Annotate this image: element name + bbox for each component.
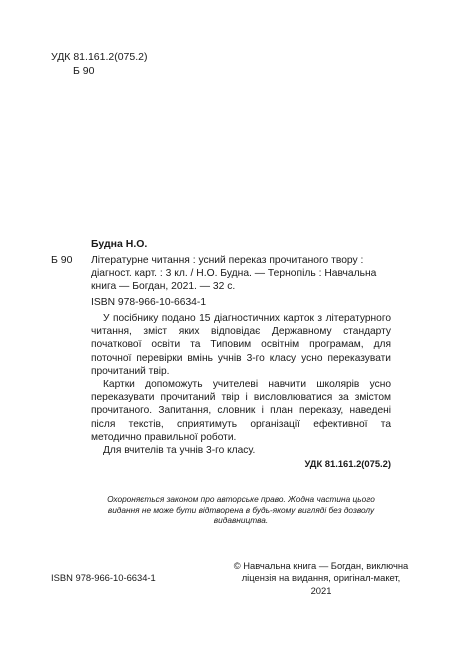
- udk-header: [51, 50, 147, 78]
- copyright-note: Охороняється законом про авторське право. Жодна частина цього видання не може бути відтворена в будь-якому вигляді без дозволу видавництва.: [107, 494, 375, 526]
- abstract-paragraph-3: Для вчителів та учнів 3-го класу.: [103, 445, 256, 457]
- catalog-author: Будна Н.О.: [91, 238, 148, 250]
- catalog-isbn: ISBN 978-966-10-6634-1: [91, 297, 207, 308]
- abstract: [91, 312, 391, 471]
- udk-code: УДК 81.161.2(075.2): [51, 51, 148, 63]
- catalog-code: Б 90: [51, 254, 73, 266]
- bbk-code: Б 90: [73, 65, 95, 77]
- footer-isbn: ISBN 978-966-10-6634-1: [51, 572, 156, 583]
- catalog-description: Літературне читання : усний переказ прочитаного твору : діагност. карт. : 3 кл. / Н.О. Будна. — Тернопіль : Навчальна книга — Богдан, 2021. — 32 с.: [91, 255, 377, 293]
- abstract-paragraph-2: Картки допоможуть учителеві навчити школярів усно переказувати прочитаний твір і висловлюватися за змістом прочитаного. Запитання, словник і план переказу, наведені після текстів, сприятимуть організації ефективної та методично правильної роботи.: [91, 379, 391, 443]
- abstract-paragraph-1: У посібнику подано 15 діагностичних карток з літературного читання, зміст яких відповідає Державному стандарту початкової освіти та Типовим освітнім програмам, для поточної перевірки вмінь учнів 3-го класу усно переказувати прочитаний твір.: [91, 313, 391, 377]
- footer-copyright: © Навчальна книга — Богдан, виключна ліцензія на видання, оригінал-макет, 2021: [233, 560, 409, 596]
- abstract-udk: УДК 81.161.2(075.2): [304, 458, 391, 470]
